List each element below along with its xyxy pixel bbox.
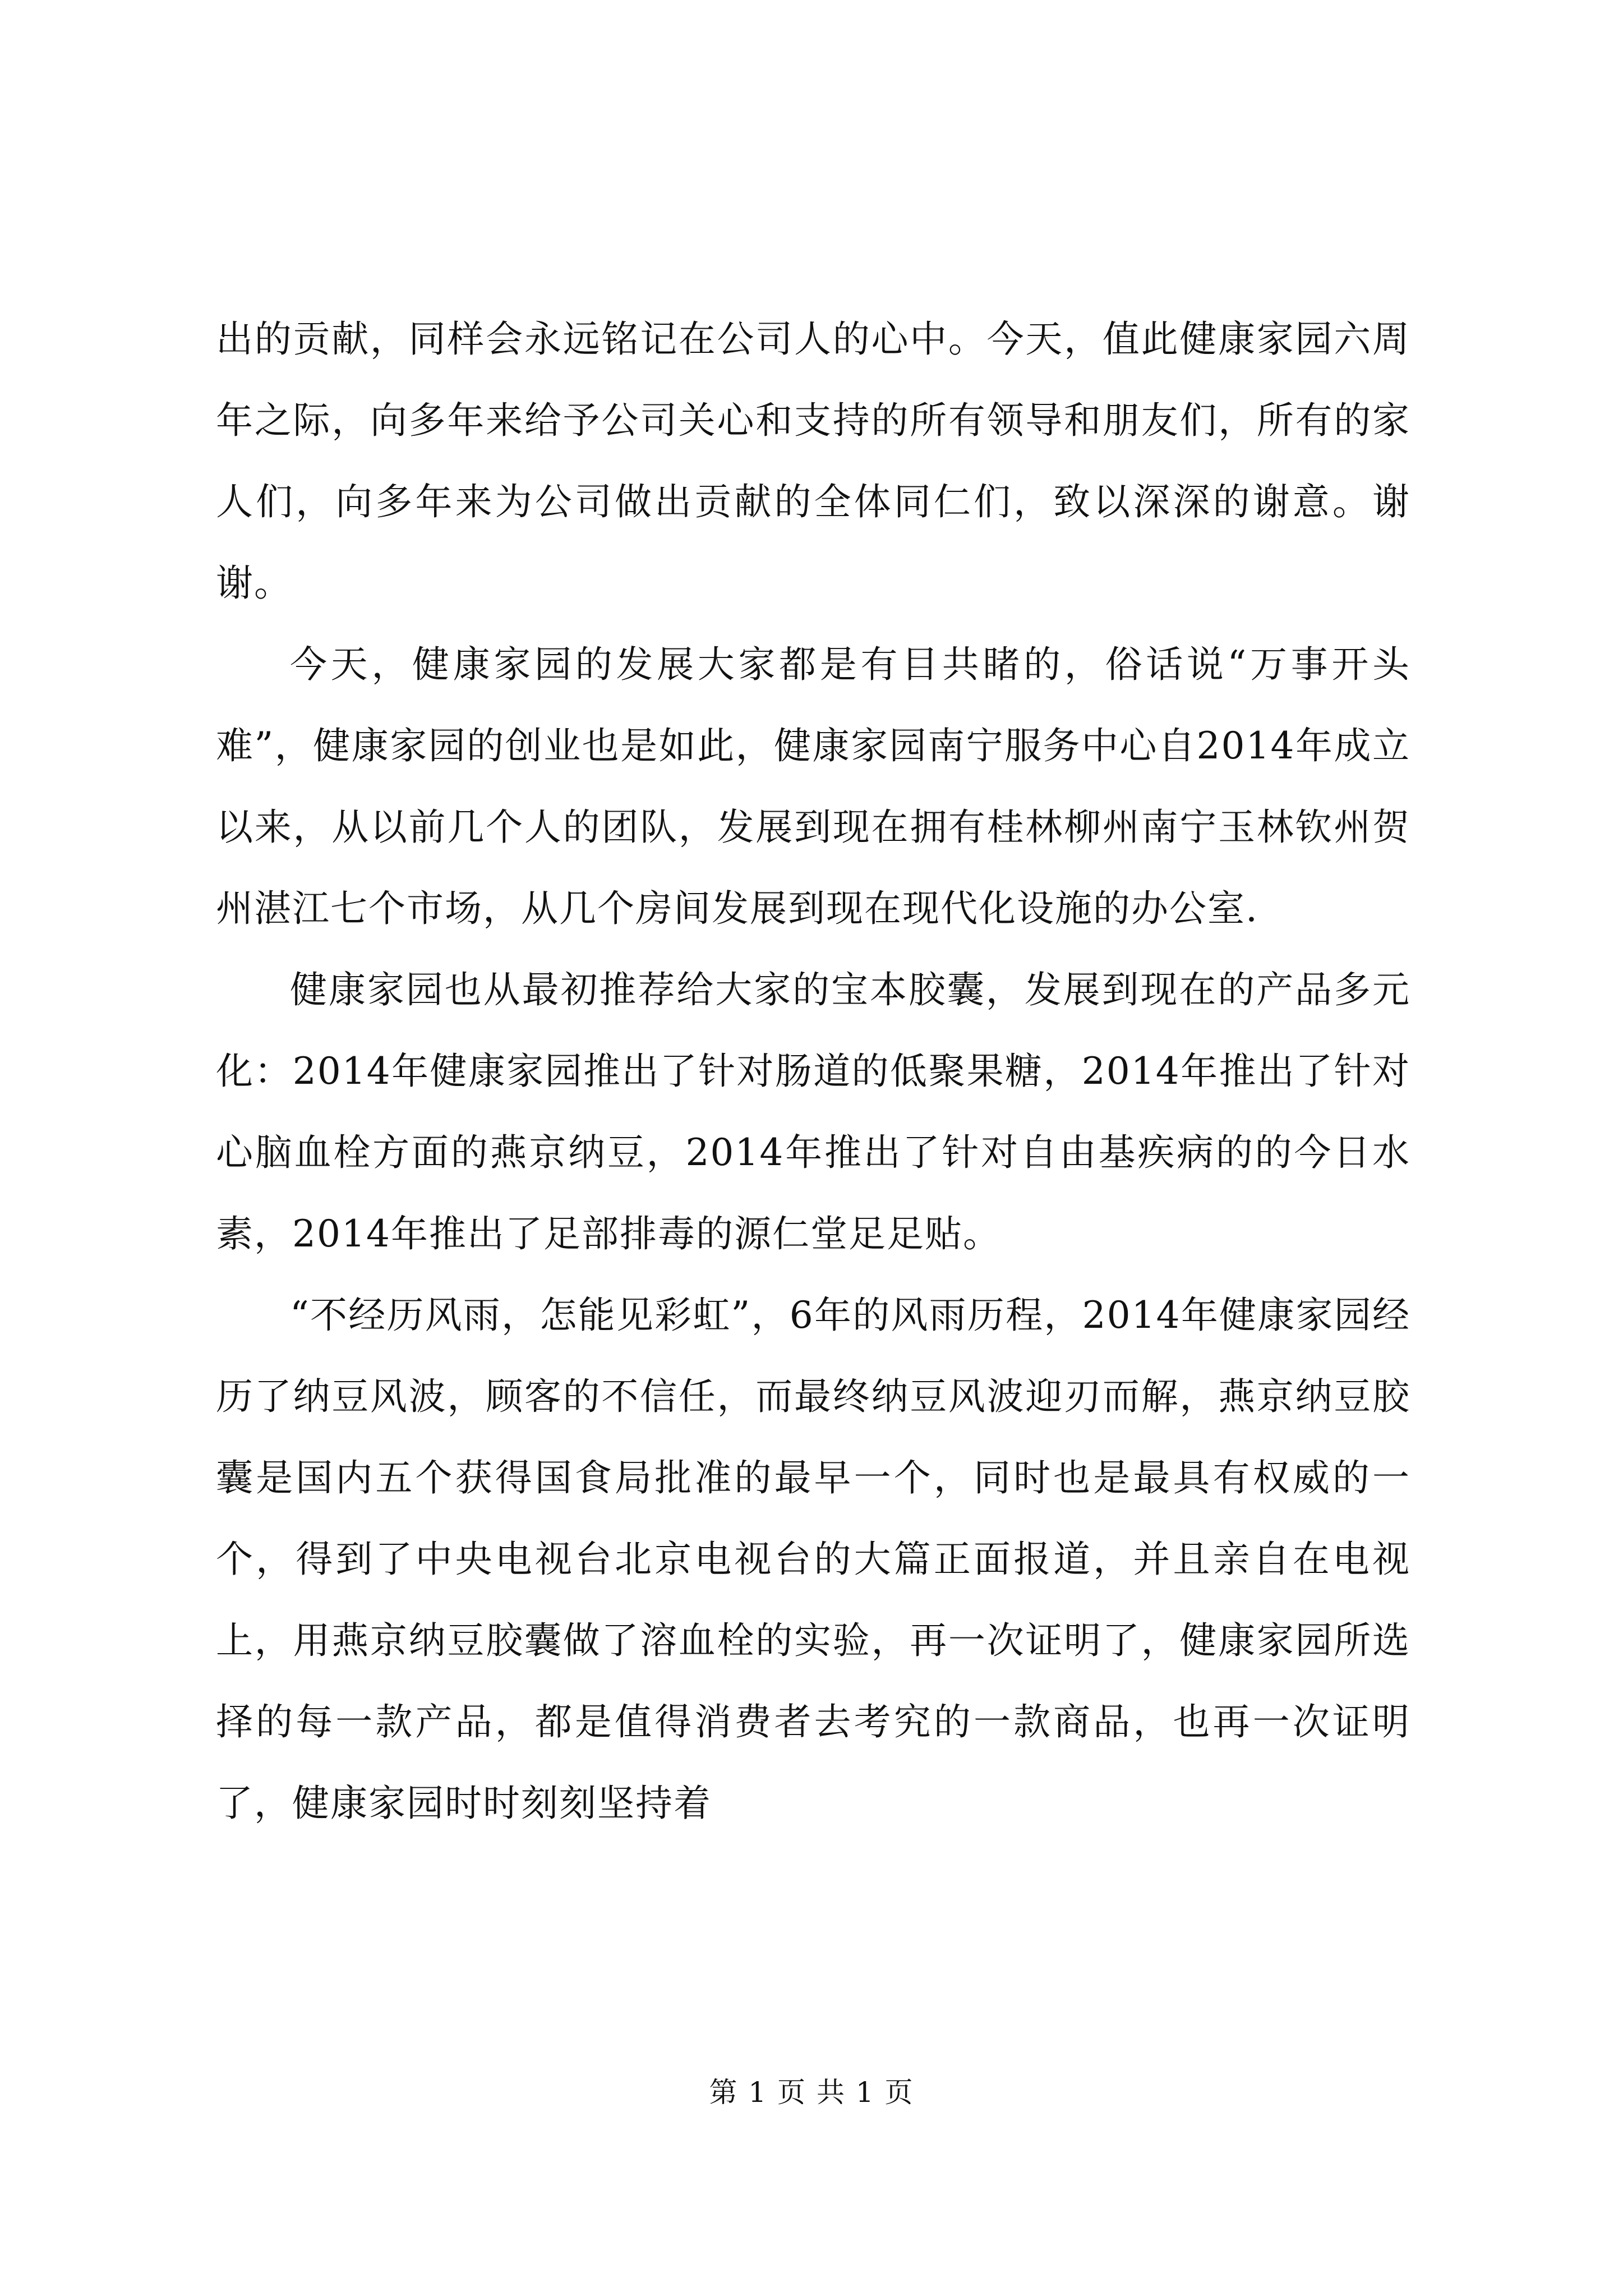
paragraph-2: 今天，健康家园的发展大家都是有目共睹的，俗话说“万事开头难”，健康家园的创业也是如此，健康家园南宁服务中心自2014年成立以来，从以前几个人的团队，发展到现在拥有桂林柳州南宁玉林钦州贺州湛江七个市场，从几个房间发展到现在现代化设施的办公室. <box>216 643 1410 930</box>
paragraph-1: 出的贡献，同样会永远铭记在公司人的心中。今天，值此健康家园六周年之际，向多年来给予公司关心和支持的所有领导和朋友们，所有的家人们，向多年来为公司做出贡献的全体同仁们，致以深深的谢意。谢谢。 <box>216 318 1410 605</box>
paragraph-4: “不经历风雨，怎能见彩虹”，6年的风雨历程，2014年健康家园经历了纳豆风波，顾客的不信任，而最终纳豆风波迎刃而解，燕京纳豆胶囊是国内五个获得国食局批准的最早一个，同时也是最具有权威的一个，得到了中央电视台北京电视台的大篇正面报道，并且亲自在电视上，用燕京纳豆胶囊做了溶血栓的实验，再一次证明了，健康家园所选择的每一款产品，都是值得消费者去考究的一款商品，也再一次证明了，健康家园时时刻刻坚持着 <box>216 1294 1410 1825</box>
paragraph-3: 健康家园也从最初推荐给大家的宝本胶囊，发展到现在的产品多元化：2014年健康家园推出了针对肠道的低聚果糖，2014年推出了针对心脑血栓方面的燕京纳豆，2014年推出了针对自由基疾病的的今日水素，2014年推出了足部排毒的源仁堂足足贴。 <box>216 968 1410 1255</box>
page-number-label: 第 1 页 共 1 页 <box>709 2076 914 2109</box>
page-footer <box>0 2076 1623 2109</box>
document-body <box>216 298 1410 1844</box>
